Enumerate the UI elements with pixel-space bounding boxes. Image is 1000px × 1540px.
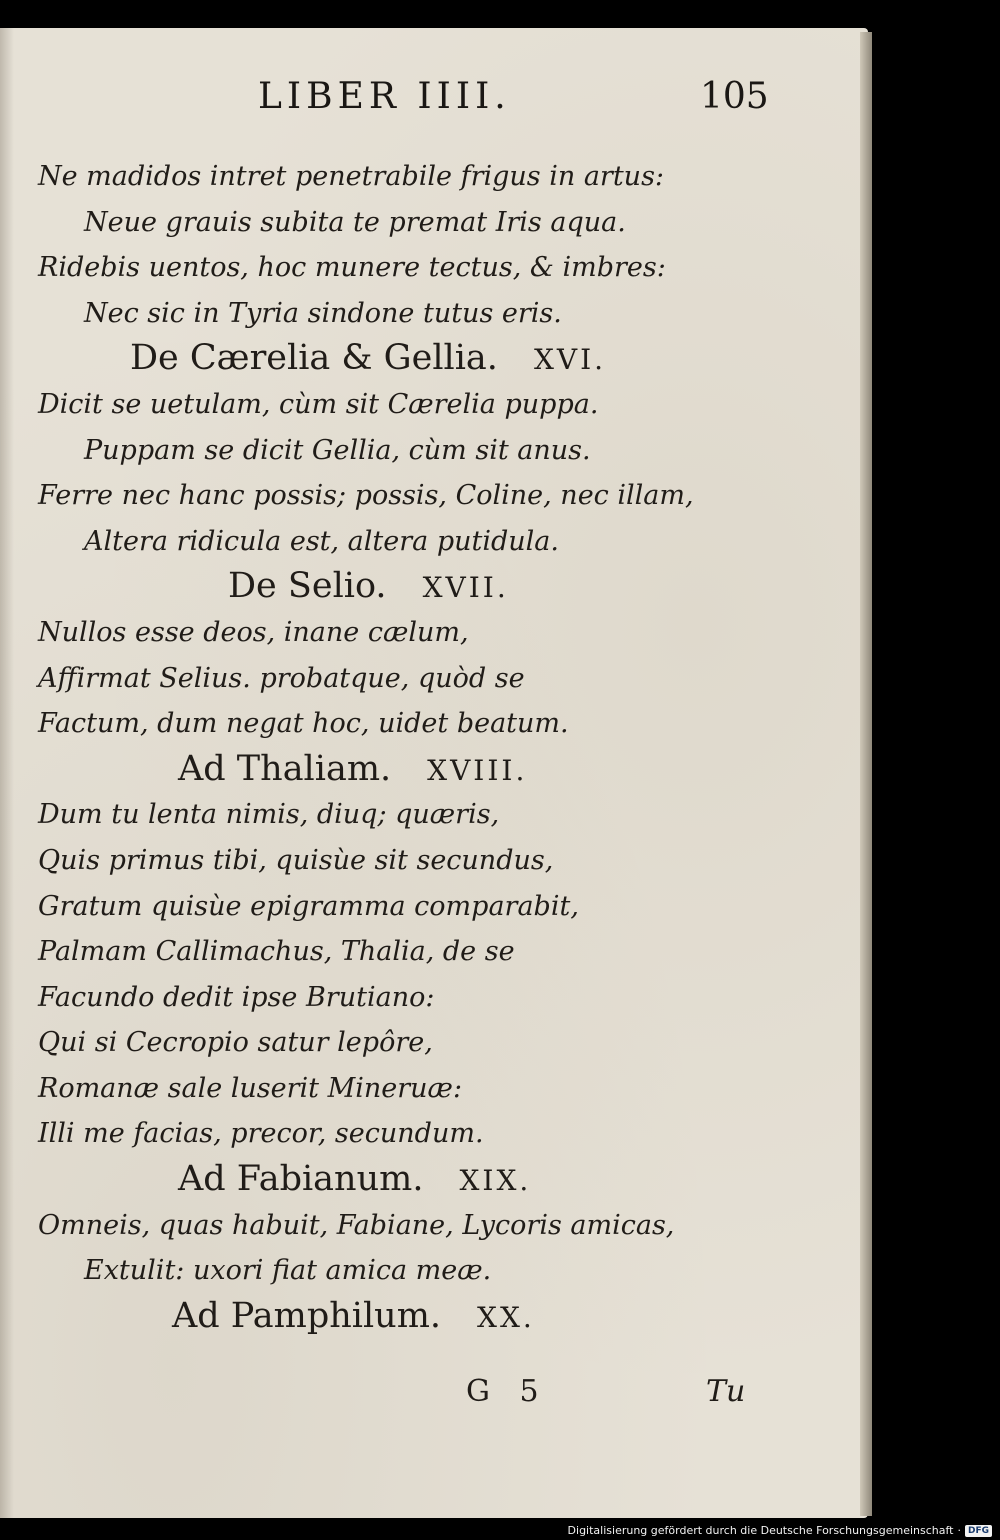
running-title: LIBER IIII. (258, 76, 511, 117)
dfg-logo-icon: DFG (965, 1525, 992, 1537)
epigram-number: XX. (477, 1300, 535, 1334)
verse-line: Affirmat Selius. probatque, quòd se (38, 662, 525, 694)
verse-line: Gratum quisùe epigramma comparabit, (38, 890, 579, 922)
verse-line: Dum tu lenta nimis, diuq; quæris, (38, 799, 500, 831)
catchword: Tu (706, 1374, 746, 1409)
epigram-title: De Selio. (228, 566, 387, 607)
verse-line: Altera ridicula est, altera putidula. (84, 525, 559, 557)
epigram-title: De Cærelia & Gellia. (130, 338, 498, 379)
text-block (38, 154, 838, 1339)
epigram-number: XVI. (533, 343, 607, 377)
epigram-heading (38, 747, 838, 793)
verse-line: Palmam Callimachus, Thalia, de se (38, 936, 515, 968)
dfg-credit-separator: · (957, 1524, 961, 1537)
verse-line: Quis primus tibi, quisùe sit secundus, (38, 844, 554, 876)
verse-line: Ne madidos intret penetrabile frigus in artus: (38, 161, 665, 192)
gutter-shadow (0, 28, 14, 1518)
verse-line: Romanæ sale luserit Mineruæ: (38, 1072, 463, 1104)
epigram-number: XVII. (422, 571, 509, 605)
epigram-heading (38, 336, 838, 382)
verse-line: Illi me facias, precor, secundum. (38, 1118, 484, 1150)
verse-line: Factum, dum negat hoc, uidet beatum. (38, 708, 569, 740)
verse-line: Omneis, quas habuit, Fabiane, Lycoris amicas, (38, 1209, 675, 1241)
epigram-title: Ad Thaliam. (178, 748, 392, 789)
epigram-number: XVIII. (427, 753, 528, 787)
epigram-heading (38, 564, 838, 610)
epigram-title: Ad Pamphilum. (172, 1295, 442, 1336)
page-footer (0, 1374, 868, 1414)
verse-line: Ridebis uentos, hoc munere tectus, & imbres: (38, 252, 666, 284)
verse-line: Puppam se dicit Gellia, cùm sit anus. (84, 434, 591, 466)
verse-line: Extulit: uxori fiat amica meæ. (84, 1255, 492, 1287)
epigram-heading (38, 1294, 838, 1340)
verse-line: Neue grauis subita te premat Iris aqua. (84, 206, 626, 238)
epigram-number: XIX. (459, 1164, 532, 1198)
book-page (0, 28, 868, 1518)
page-header (0, 76, 868, 126)
verse-line: Ferre nec hanc possis; possis, Coline, nec illam, (38, 480, 694, 512)
epigram-heading (38, 1157, 838, 1203)
page-edge (860, 32, 872, 1516)
verse-line: Dicit se uetulam, cùm sit Cærelia puppa. (38, 388, 599, 420)
verse-line: Nullos esse deos, inane cælum, (38, 616, 469, 648)
verse-line: Qui si Cecropio satur lepôre, (38, 1027, 433, 1059)
dfg-credit-text: Digitalisierung gefördert durch die Deutsche Forschungsgemeinschaft (567, 1524, 954, 1537)
signature-mark: G 5 (466, 1374, 549, 1409)
verse-line: Facundo dedit ipse Brutiano: (38, 981, 435, 1013)
epigram-title: Ad Fabianum. (178, 1159, 424, 1200)
page-number: 105 (700, 76, 769, 117)
verse-line: Nec sic in Tyria sindone tutus eris. (84, 297, 562, 329)
dfg-credit (568, 1524, 992, 1537)
